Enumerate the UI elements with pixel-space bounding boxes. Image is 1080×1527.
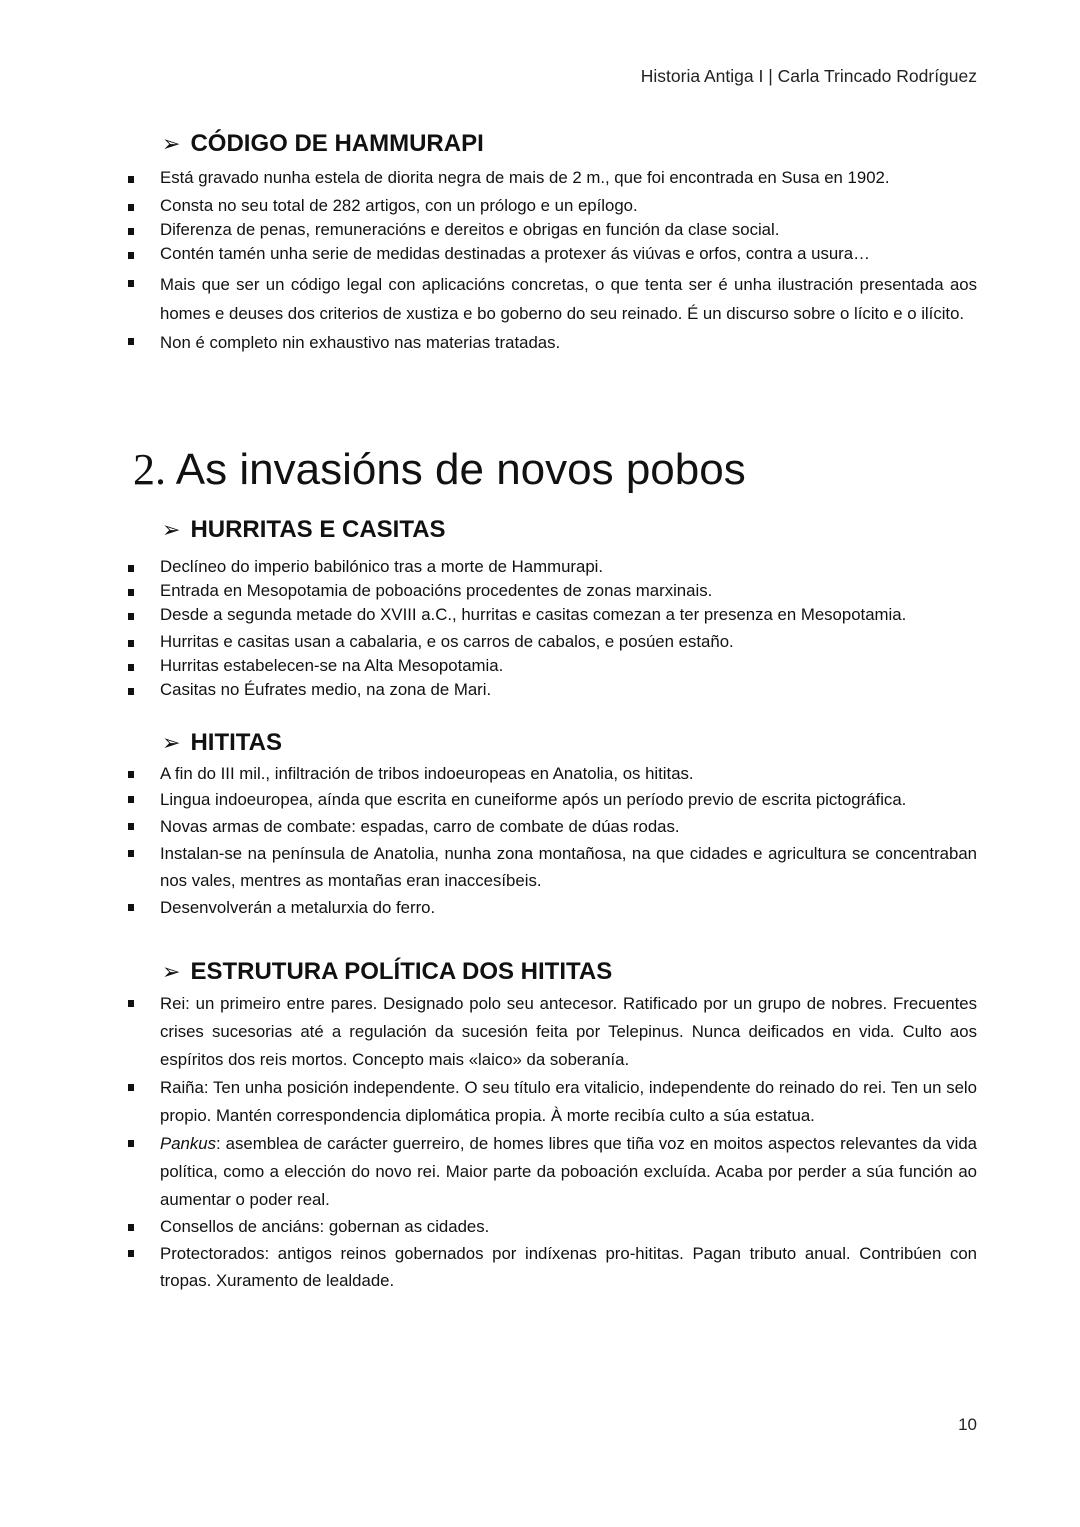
hititas-list (124, 761, 977, 921)
section-title: HURRITAS E CASITAS (190, 516, 446, 543)
list-item: Pankus: asemblea de carácter guerreiro, de homes libres que tiña voz en moitos aspectos relevantes da vida política, como a elección do novo rei. Maior parte da poboación excluída. Acaba por perder a súa función ao aumentar o poder real. (124, 1130, 977, 1214)
list-item: Consta no seu total de 282 artigos, con un prólogo e un epílogo. (124, 194, 977, 218)
list-item: Lingua indoeuropea, aínda que escrita en cuneiforme após un período previo de escrita pictográfica. (124, 786, 977, 813)
section-title: HITITAS (190, 729, 282, 756)
chapter-title: As invasións de novos pobos (175, 445, 746, 494)
chapter-heading (133, 444, 746, 495)
page-header: Historia Antiga I | Carla Trincado Rodríguez (640, 66, 977, 86)
section-heading-hammurapi (162, 130, 484, 158)
list-item: Desenvolverán a metalurxia do ferro. (124, 894, 977, 921)
estrutura-list (124, 990, 977, 1294)
list-item: Protectorados: antigos reinos gobernados por indíxenas pro-hititas. Pagan tributo anual. Contribúen con tropas. Xuramento de lealdade. (124, 1240, 977, 1294)
arrow-bullet-icon: ➢ (162, 131, 181, 156)
arrow-bullet-icon: ➢ (162, 730, 181, 755)
arrow-bullet-icon: ➢ (162, 959, 181, 984)
pankus-term: Pankus (160, 1134, 216, 1153)
list-item: Mais que ser un código legal con aplicacións concretas, o que tenta ser é unha ilustración presentada aos homes e deuses dos criterios de xustiza e bo goberno do seu reinado. É un discurso sobre o lícito e o ilícito. (124, 270, 977, 328)
list-item: Declíneo do imperio babilónico tras a morte de Hammurapi. (124, 555, 977, 579)
list-item: Diferenza de penas, remuneracións e dereitos e obrigas en función da clase social. (124, 218, 977, 242)
hurritas-list (124, 555, 977, 702)
list-item: A fin do III mil., infiltración de tribos indoeuropeas en Anatolia, os hititas. (124, 761, 977, 786)
section-title: ESTRUTURA POLÍTICA DOS HITITAS (190, 958, 613, 985)
arrow-bullet-icon: ➢ (162, 517, 181, 542)
list-item: Entrada en Mesopotamia de poboacións procedentes de zonas marxinais. (124, 579, 977, 603)
list-item: Hurritas estabelecen-se na Alta Mesopotamia. (124, 654, 977, 678)
page-number: 10 (958, 1415, 977, 1434)
section-heading-hurritas (162, 516, 446, 544)
list-item: Novas armas de combate: espadas, carro de combate de dúas rodas. (124, 813, 977, 840)
section-heading-hititas (162, 729, 282, 757)
list-item: Consellos de anciáns: gobernan as cidades. (124, 1214, 977, 1240)
list-item: Contén tamén unha serie de medidas destinadas a protexer ás viúvas e orfos, contra a usura… (124, 242, 977, 266)
list-item: Está gravado nunha estela de diorita negra de mais de 2 m., que foi encontrada en Susa en 1902. (124, 166, 977, 190)
list-item: Hurritas e casitas usan a cabalaria, e os carros de cabalos, e posúen estaño. (124, 630, 977, 654)
list-item: Non é completo nin exhaustivo nas materias tratadas. (124, 328, 977, 357)
list-item: Raiña: Ten unha posición independente. O seu título era vitalicio, independente do reinado do rei. Ten un selo propio. Mantén correspondencia diplomática propia. À morte recibía culto a súa estatua. (124, 1074, 977, 1130)
list-item: Rei: un primeiro entre pares. Designado polo seu antecesor. Ratificado por un grupo de nobres. Frecuentes crises sucesorias até a regulación da sucesión feita por Telepinus. Nunca deificados en vida. Culto aos espíritos dos reis mortos. Concepto mais «laico» da soberanía. (124, 990, 977, 1074)
chapter-number: 2. (133, 445, 166, 494)
hammurapi-list (124, 166, 977, 357)
section-heading-estrutura (162, 958, 612, 986)
section-title: CÓDIGO DE HAMMURAPI (190, 130, 484, 157)
list-item: Instalan-se na península de Anatolia, nunha zona montañosa, na que cidades e agricultura se concentraban nos vales, mentres as montañas eran inaccesíbeis. (124, 840, 977, 894)
list-item: Desde a segunda metade do XVIII a.C., hurritas e casitas comezan a ter presenza en Mesopotamia. (124, 603, 977, 627)
list-item: Casitas no Éufrates medio, na zona de Mari. (124, 678, 977, 702)
